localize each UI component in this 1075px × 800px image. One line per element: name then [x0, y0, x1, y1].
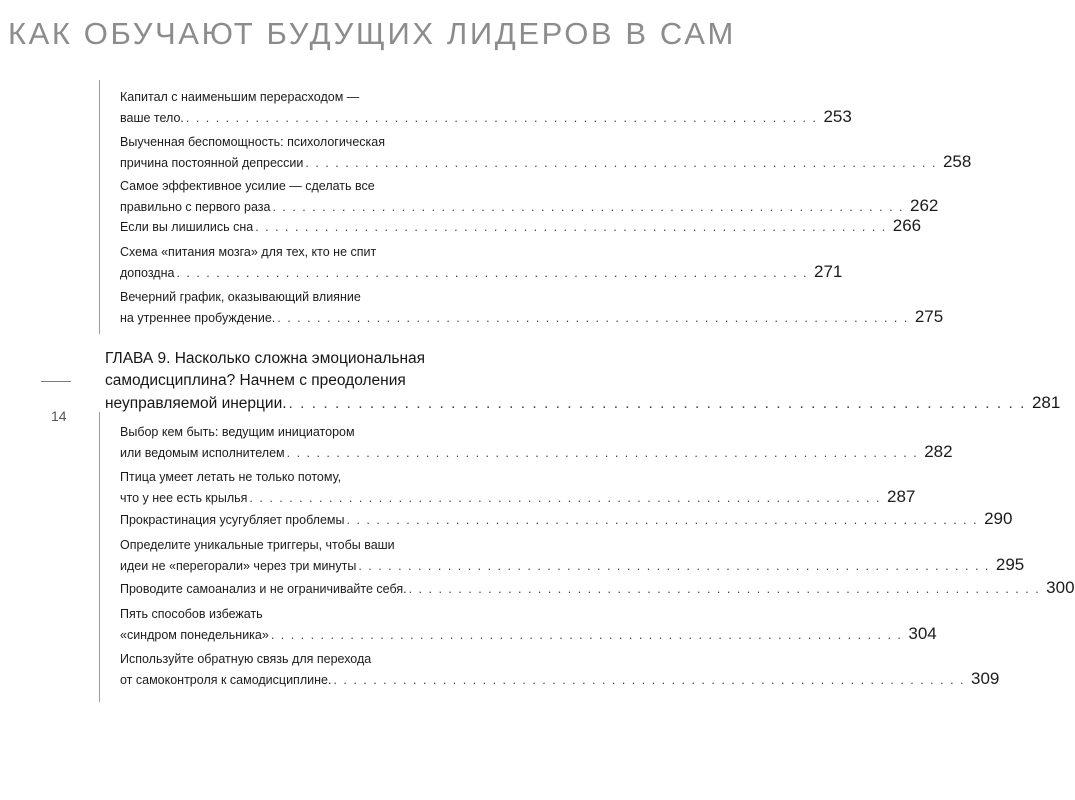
toc-entry[interactable] [120, 243, 843, 283]
toc-entry[interactable] [120, 509, 1013, 530]
toc-entry-title: Самое эффективное усилие — сделать все [120, 179, 375, 193]
toc-entry-title: Вечерний график, оказывающий влияние [120, 290, 361, 304]
dot-leader [289, 393, 1026, 415]
toc-entry[interactable] [120, 605, 937, 645]
page-number: 14 [51, 408, 67, 424]
toc-entry-title: Используйте обратную связь для перехода [120, 652, 372, 666]
running-header: КАК ОБУЧАЮТ БУДУЩИХ ЛИДЕРОВ В САМ [8, 16, 736, 51]
toc-page-number: 309 [971, 669, 1000, 688]
toc-entry-title: Прокрастинация усугубляет проблемы [120, 513, 345, 527]
chapter-page-number: 281 [1031, 393, 1061, 412]
toc-entry[interactable] [120, 288, 944, 328]
toc-entry-title: на утреннее пробуждение. [120, 311, 276, 325]
toc-entry[interactable] [120, 423, 953, 463]
dot-leader [347, 511, 979, 530]
chapter-heading[interactable] [105, 348, 1061, 415]
dot-leader [305, 154, 937, 173]
dot-leader [249, 489, 881, 508]
toc-page-number: 287 [886, 487, 916, 506]
dot-leader [358, 557, 990, 576]
toc-entry-title: Если вы лишились сна [120, 220, 254, 234]
dot-leader [176, 264, 808, 283]
toc-entry-title: «синдром понедельника» [120, 628, 269, 642]
toc-entry[interactable] [120, 177, 939, 217]
toc-page-number: 275 [914, 307, 944, 326]
dot-leader [186, 109, 818, 128]
dot-leader [277, 309, 909, 328]
chapter-title: самодисциплина? Начнем с преодоления [105, 372, 406, 389]
toc-entry[interactable] [120, 578, 1075, 599]
toc-page-number: 282 [924, 442, 953, 461]
dot-leader [287, 444, 919, 463]
toc-entry-title: или ведомым исполнителем [120, 446, 285, 460]
toc-page-number: 300 [1046, 578, 1075, 597]
toc-entry-title: Птица умеет летать не только потому, [120, 470, 342, 484]
toc-entry-title: причина постоянной депрессии [120, 156, 304, 170]
toc-page-number: 262 [910, 196, 939, 215]
toc-page-number: 253 [823, 107, 852, 126]
toc-entry-title: Проводите самоанализ и не ограничивайте себя. [120, 582, 407, 596]
section-divider [99, 80, 100, 334]
toc-entry-title: Пять способов избежать [120, 607, 263, 621]
toc-entry-title: Схема «питания мозга» для тех, кто не спит [120, 245, 377, 259]
toc-entry[interactable] [120, 133, 972, 173]
toc-entry-title: Определите уникальные триггеры, чтобы ваши [120, 538, 395, 552]
toc-entry-title: Выученная беспомощность: психологическая [120, 135, 385, 149]
chapter-title: ГЛАВА 9. Насколько сложна эмоциональная [105, 350, 426, 367]
toc-entry-title: Выбор кем быть: ведущим инициатором [120, 425, 355, 439]
toc-entry-title: правильно с первого раза [120, 200, 271, 214]
dot-leader [409, 580, 1041, 599]
toc-entry[interactable] [120, 216, 922, 237]
dot-leader [333, 671, 965, 690]
dot-leader [272, 198, 904, 217]
toc-entry-title: что у нее есть крылья [120, 491, 248, 505]
toc-page-number: 290 [984, 509, 1013, 528]
toc-page-number: 266 [892, 216, 922, 235]
toc-page-number: 295 [995, 555, 1025, 574]
toc-entry-title: Капитал с наименьшим перерасходом — [120, 90, 360, 104]
toc-page-number: 304 [908, 624, 937, 643]
toc-entry-title: от самоконтроля к самодисциплине. [120, 673, 332, 687]
toc-page-number: 271 [814, 262, 843, 281]
section-divider [99, 412, 100, 702]
toc-entry[interactable] [120, 468, 916, 508]
toc-page-number: 258 [942, 152, 972, 171]
toc-entry-title: ваше тело. [120, 111, 184, 125]
folio-rule [41, 381, 71, 382]
toc-entry-title: допоздна [120, 266, 175, 280]
toc-entry[interactable] [120, 536, 1025, 576]
toc-entry[interactable] [120, 650, 1000, 690]
chapter-title: неуправляемой инерции. [105, 395, 287, 412]
dot-leader [255, 218, 887, 237]
toc-entry-title: идеи не «перегорали» через три минуты [120, 559, 357, 573]
dot-leader [271, 626, 903, 645]
toc-entry[interactable] [120, 88, 852, 128]
